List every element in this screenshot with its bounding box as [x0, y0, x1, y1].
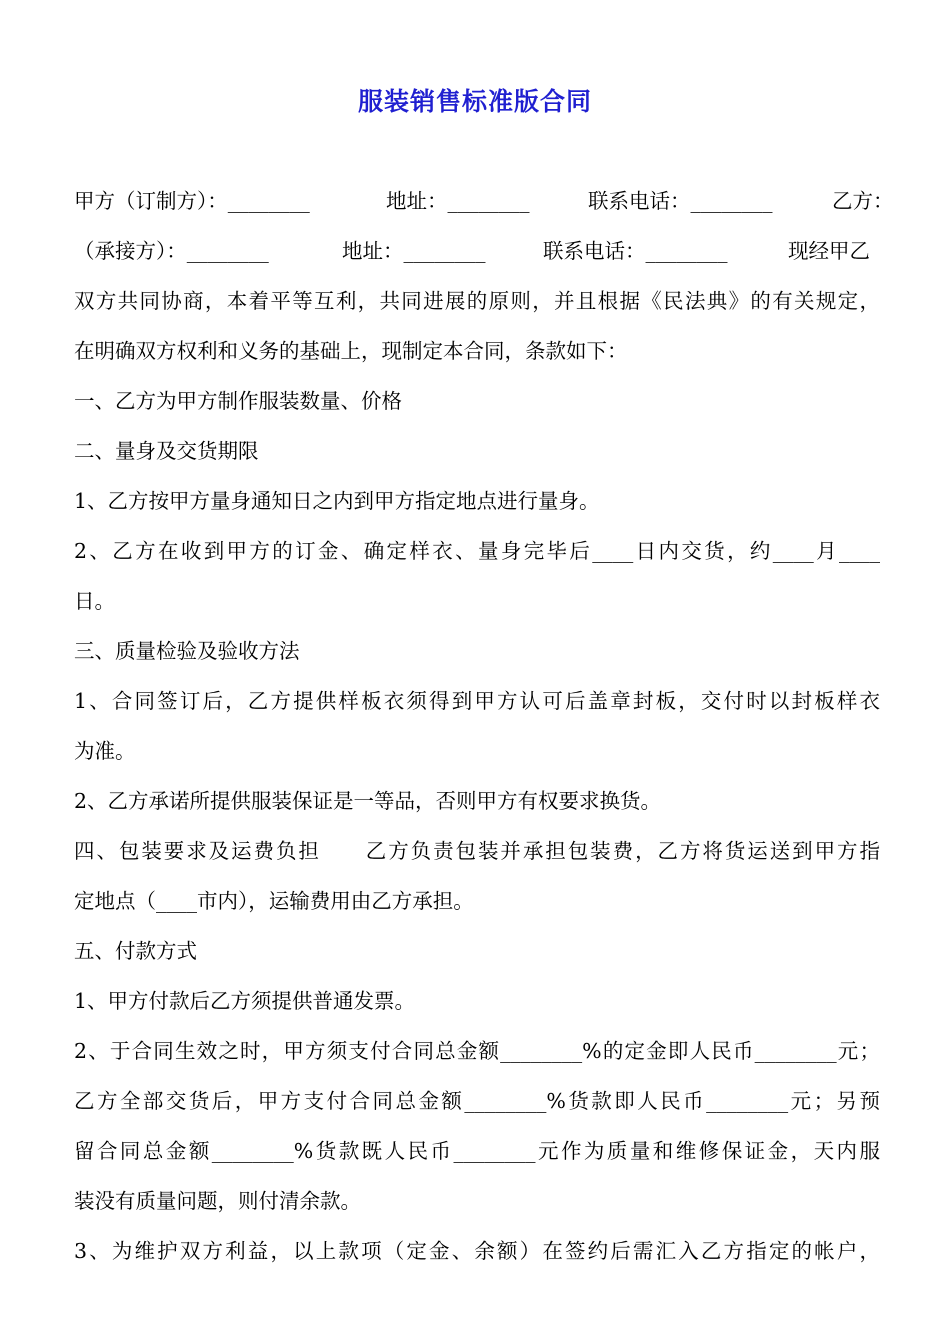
party-b-phone-field: 联系电话：________	[543, 239, 728, 263]
party-a-phone-field: 联系电话：________	[588, 189, 773, 213]
section-heading: 五、付款方式	[74, 939, 197, 963]
document-title: 服装销售标准版合同	[357, 87, 592, 116]
section-heading: 四、包装要求及运费负担 乙方负责包装并承担包装费，乙方将货运送到甲方指	[74, 839, 880, 863]
section-heading: 三、质量检验及验收方法	[74, 639, 300, 663]
party-b-field: （承接方）：________	[74, 239, 269, 263]
header-line-2	[74, 236, 880, 266]
body-line: 2、乙方承诺所提供服装保证是一等品，否则甲方有权要求换货。	[74, 789, 662, 813]
party-a-address-field: 地址：________	[386, 189, 530, 213]
section-heading: 二、量身及交货期限	[74, 439, 259, 463]
body-line: 1、合同签订后，乙方提供样板衣须得到甲方认可后盖章封板，交付时以封板样衣	[74, 689, 880, 713]
party-b-start: 乙方：	[832, 189, 894, 213]
party-a-field: 甲方（订制方）：________	[74, 189, 310, 213]
body-line: 双方共同协商，本着平等互利，共同进展的原则，并且根据《民法典》的有关规定，	[74, 289, 880, 313]
body-line: 在明确双方权利和义务的基础上，现制定本合同，条款如下：	[74, 339, 628, 363]
body-line: 2、乙方在收到甲方的订金、确定样衣、量身完毕后____日内交货，约____月____	[74, 539, 880, 563]
body-line: 乙方全部交货后，甲方支付合同总金额________%货款即人民币________元；另预	[74, 1089, 880, 1113]
body-line: 定地点（____市内），运输费用由乙方承担。	[74, 889, 474, 913]
body-line: 1、甲方付款后乙方须提供普通发票。	[74, 989, 416, 1013]
body-line: 1、乙方按甲方量身通知日之内到甲方指定地点进行量身。	[74, 489, 600, 513]
body-line: 2、于合同生效之时，甲方须支付合同总金额________%的定金即人民币________元；	[74, 1039, 880, 1063]
section-heading: 一、乙方为甲方制作服装数量、价格	[74, 389, 402, 413]
intro-start: 现经甲乙	[788, 239, 870, 263]
party-b-address-field: 地址：________	[342, 239, 486, 263]
body-line: 留合同总金额________%货款既人民币________元作为质量和维修保证金，天内服	[74, 1139, 880, 1163]
body-line: 3、为维护双方利益，以上款项（定金、余额）在签约后需汇入乙方指定的帐户，	[74, 1239, 880, 1263]
header-line-1	[74, 186, 894, 216]
body-line: 日。	[74, 589, 115, 613]
body-line: 为准。	[74, 739, 136, 763]
body-line: 装没有质量问题，则付清余款。	[74, 1189, 361, 1213]
